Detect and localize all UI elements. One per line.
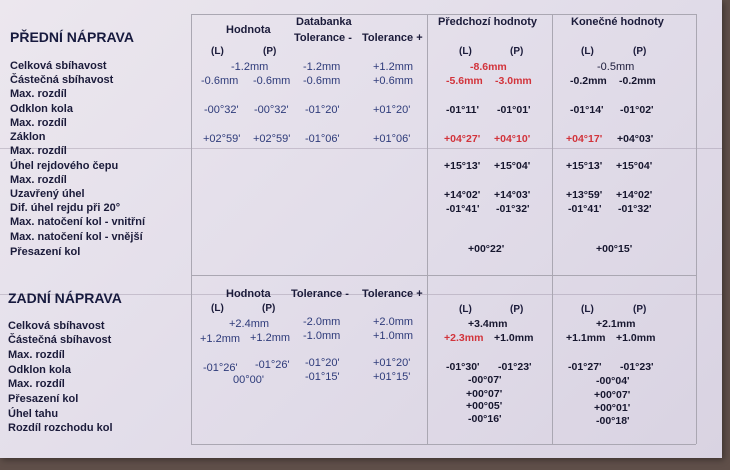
row-label: Částečná sbíhavost xyxy=(10,74,114,86)
header-right: (P) xyxy=(633,46,647,57)
value-cell: +00°07' xyxy=(594,389,631,401)
row-label: Přesazení kol xyxy=(8,393,79,405)
value-cell: +14°02' xyxy=(616,189,653,201)
value-cell: -2.0mm xyxy=(303,316,341,328)
header-tolerance-plus: Tolerance + xyxy=(362,288,423,300)
header-left: (L) xyxy=(459,304,472,315)
value-cell: -01°23' xyxy=(620,361,654,373)
row-label: Úhel tahu xyxy=(8,408,59,420)
value-cell: +01°06' xyxy=(373,133,411,145)
value-cell: -00°32' xyxy=(204,104,239,116)
value-cell: -00°04' xyxy=(596,375,630,387)
row-label: Odklon kola xyxy=(8,364,71,376)
value-cell: +02°59' xyxy=(203,133,241,145)
value-cell: -01°32' xyxy=(496,203,530,215)
row-label: Úhel rejdového čepu xyxy=(10,160,119,172)
header-right: (P) xyxy=(633,304,647,315)
value-cell: -01°01' xyxy=(497,104,531,116)
row-label: Částečná sbíhavost xyxy=(8,334,112,346)
value-cell: -00°18' xyxy=(596,415,630,427)
value-cell: +00°01' xyxy=(594,402,631,414)
value-cell: +1.2mm xyxy=(200,333,241,345)
column-divider xyxy=(696,14,697,444)
value-cell: +1.2mm xyxy=(373,61,414,73)
value-cell: +04°27' xyxy=(444,133,481,145)
row-label: Max. rozdíl xyxy=(8,378,65,390)
value-cell: -01°20' xyxy=(305,104,340,116)
value-cell: -0.2mm xyxy=(570,75,607,87)
value-cell: -0.6mm xyxy=(303,75,341,87)
row-label: Přesazení kol xyxy=(10,246,81,258)
value-cell: -0.6mm xyxy=(201,75,239,87)
header-left: (L) xyxy=(581,46,594,57)
value-cell: +1.1mm xyxy=(566,332,606,344)
value-cell: +04°17' xyxy=(566,133,603,145)
header-left: (L) xyxy=(581,304,594,315)
value-cell: -01°06' xyxy=(305,133,340,145)
row-label: Uzavřený úhel xyxy=(10,188,85,200)
value-cell: -1.2mm xyxy=(231,61,269,73)
column-divider xyxy=(552,14,553,444)
value-cell: -1.0mm xyxy=(303,330,341,342)
row-divider xyxy=(191,444,696,445)
row-label: Záklon xyxy=(10,131,46,143)
value-cell: +15°04' xyxy=(494,160,531,172)
value-cell: -01°11' xyxy=(446,104,479,116)
header-right: (P) xyxy=(510,46,524,57)
value-cell: -01°41' xyxy=(568,203,602,215)
value-cell: -8.6mm xyxy=(470,61,507,73)
value-cell: +04°03' xyxy=(617,133,654,145)
value-cell: +04°10' xyxy=(494,133,531,145)
header-right: (P) xyxy=(510,304,524,315)
value-cell: +0.6mm xyxy=(373,75,414,87)
row-label: Max. natočení kol - vnější xyxy=(10,231,143,243)
header-value: Hodnota xyxy=(226,288,271,300)
row-label: Max. rozdíl xyxy=(10,117,67,129)
value-cell: +00°22' xyxy=(468,243,505,255)
value-cell: +02°59' xyxy=(253,133,291,145)
value-cell: +15°13' xyxy=(566,160,603,172)
row-label: Max. rozdíl xyxy=(8,349,65,361)
value-cell: +00°05' xyxy=(466,400,503,412)
value-cell: -00°32' xyxy=(254,104,289,116)
value-cell: +1.0mm xyxy=(373,330,414,342)
value-cell: -01°26' xyxy=(255,359,290,371)
row-label: Max. rozdíl xyxy=(10,145,67,157)
value-cell: -01°30' xyxy=(446,361,480,373)
value-cell: -00°16' xyxy=(468,413,502,425)
value-cell: +1.0mm xyxy=(494,332,534,344)
front-axle-title: PŘEDNÍ NÁPRAVA xyxy=(10,29,134,45)
row-label: Odklon kola xyxy=(10,103,73,115)
value-cell: 00°00' xyxy=(233,374,264,386)
row-label: Celková sbíhavost xyxy=(8,320,105,332)
value-cell: +01°20' xyxy=(373,357,411,369)
value-cell: -01°20' xyxy=(305,357,340,369)
header-right: (P) xyxy=(263,46,277,57)
value-cell: +13°59' xyxy=(566,189,603,201)
header-tolerance-plus: Tolerance + xyxy=(362,32,423,44)
value-cell: +00°15' xyxy=(596,243,633,255)
value-cell: -3.0mm xyxy=(495,75,532,87)
row-label: Rozdíl rozchodu kol xyxy=(8,422,113,434)
column-divider xyxy=(427,14,428,444)
value-cell: -5.6mm xyxy=(446,75,483,87)
value-cell: -01°23' xyxy=(498,361,532,373)
header-databank: Databanka xyxy=(296,16,352,28)
value-cell: -01°15' xyxy=(305,371,340,383)
value-cell: -01°14' xyxy=(570,104,604,116)
row-label: Dif. úhel rejdu při 20° xyxy=(10,202,121,214)
header-value: Hodnota xyxy=(226,24,271,36)
rear-axle-title: ZADNÍ NÁPRAVA xyxy=(8,290,122,306)
header-left: (L) xyxy=(211,303,224,314)
value-cell: +01°15' xyxy=(373,371,411,383)
value-cell: +2.4mm xyxy=(229,318,270,330)
value-cell: +14°03' xyxy=(494,189,531,201)
header-right: (P) xyxy=(262,303,276,314)
value-cell: -01°27' xyxy=(568,361,602,373)
value-cell: +15°04' xyxy=(616,160,653,172)
row-label: Max. natočení kol - vnitřní xyxy=(10,216,146,228)
value-cell: -00°07' xyxy=(468,374,502,386)
value-cell: -0.2mm xyxy=(619,75,656,87)
row-label: Max. rozdíl xyxy=(10,174,67,186)
row-divider xyxy=(191,275,696,276)
value-cell: -01°41' xyxy=(446,203,480,215)
value-cell: -1.2mm xyxy=(303,61,341,73)
value-cell: +00°07' xyxy=(466,388,503,400)
value-cell: +3.4mm xyxy=(468,318,508,330)
value-cell: -01°02' xyxy=(620,104,654,116)
value-cell: +1.0mm xyxy=(616,332,656,344)
value-cell: +2.3mm xyxy=(444,332,484,344)
header-final: Konečné hodnoty xyxy=(571,16,664,28)
value-cell: +15°13' xyxy=(444,160,481,172)
header-previous: Předchozí hodnoty xyxy=(438,16,537,28)
header-left: (L) xyxy=(211,46,224,57)
value-cell: +2.1mm xyxy=(596,318,636,330)
value-cell: -0.6mm xyxy=(253,75,291,87)
value-cell: +2.0mm xyxy=(373,316,414,328)
value-cell: +1.2mm xyxy=(250,332,291,344)
paper-fold xyxy=(0,148,722,149)
value-cell: -01°32' xyxy=(618,203,652,215)
header-left: (L) xyxy=(459,46,472,57)
value-cell: -0.5mm xyxy=(597,61,635,73)
header-tolerance-minus: Tolerance - xyxy=(294,32,352,44)
row-label: Celková sbíhavost xyxy=(10,60,107,72)
value-cell: +14°02' xyxy=(444,189,481,201)
value-cell: +01°20' xyxy=(373,104,411,116)
value-cell: -01°26' xyxy=(203,362,238,374)
header-tolerance-minus: Tolerance - xyxy=(291,288,349,300)
row-divider xyxy=(191,14,696,15)
row-label: Max. rozdíl xyxy=(10,88,67,100)
column-divider xyxy=(191,14,192,444)
